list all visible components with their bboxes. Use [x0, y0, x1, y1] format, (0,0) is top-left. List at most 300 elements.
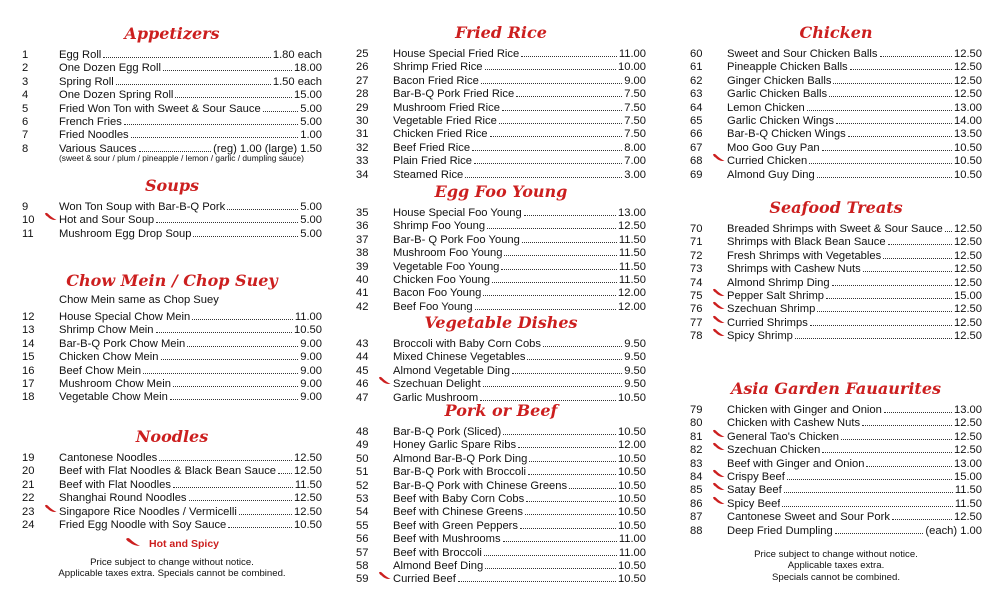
icon-spacer	[44, 99, 59, 112]
item-name: Curried Beef	[393, 573, 456, 586]
item-price: 12.00	[618, 439, 646, 452]
item-price: 9.00	[300, 377, 322, 390]
item-name: House Special Fried Rice	[393, 48, 520, 60]
item-price: 10.50	[618, 466, 646, 479]
item-name: Beef Foo Young	[393, 300, 473, 313]
item-number: 66	[690, 128, 703, 141]
item-number: 81	[690, 430, 703, 443]
item-price: 13.00	[954, 457, 982, 470]
item-number: 79	[690, 404, 703, 416]
item-price: 8.00	[624, 141, 646, 154]
item-number: 37	[356, 233, 369, 246]
item-number: 64	[690, 101, 703, 114]
item-number: 20	[22, 465, 35, 478]
item-price: 10.50	[618, 506, 646, 519]
dot-leader	[465, 177, 622, 178]
item-number: 16	[22, 364, 35, 377]
item-number: 33	[356, 155, 369, 168]
item-number: 32	[356, 141, 369, 154]
icon-spacer	[44, 475, 59, 488]
dot-leader	[795, 338, 952, 339]
item-name: Mushroom Egg Drop Soup	[59, 227, 192, 240]
item-price: 1.50 each	[272, 75, 322, 88]
icon-spacer	[712, 98, 727, 111]
dot-leader	[807, 110, 952, 111]
item-price: 12.50	[954, 303, 982, 316]
item-number: 74	[690, 276, 703, 289]
item-price: 9.00	[300, 351, 322, 364]
item-price: 13.00	[618, 207, 646, 219]
item-name: Lemon Chicken	[727, 101, 805, 114]
chili-pepper-icon	[712, 286, 727, 299]
item-name: Beef with Flat Noodles & Black Bean Sauce	[59, 465, 277, 478]
icon-spacer	[44, 347, 59, 360]
dot-leader	[516, 96, 622, 97]
chili-pepper-icon	[712, 299, 727, 312]
item-number: 38	[356, 247, 369, 260]
icon-spacer	[712, 219, 727, 232]
item-number: 45	[356, 364, 369, 377]
item-number: 34	[356, 168, 369, 181]
dot-leader	[475, 309, 616, 310]
item-price: 12.50	[954, 223, 982, 235]
item-name: Bar-B-Q Pork (Sliced)	[393, 426, 502, 438]
item-name: Fried Won Ton with Sweet & Sour Sauce	[59, 102, 261, 115]
item-name: Shrimp Fried Rice	[393, 61, 483, 74]
item-name: Mixed Chinese Vegetables	[393, 351, 526, 364]
item-name: Beef with Mushrooms	[393, 533, 501, 546]
dot-leader	[528, 474, 616, 475]
icon-spacer	[378, 165, 393, 178]
section-title: Vegetable Dishes	[424, 313, 578, 332]
section-subtitle: Chow Mein same as Chop Suey	[59, 294, 219, 306]
item-price: 3.00	[624, 168, 646, 181]
item-name: Various Sauces	[59, 142, 137, 155]
dot-leader	[569, 488, 616, 489]
icon-spacer	[44, 125, 59, 138]
icon-spacer	[44, 72, 59, 85]
item-price: 11.00	[618, 48, 646, 60]
item-name: Ginger Chicken Balls	[727, 74, 832, 87]
chili-pepper-icon	[44, 502, 59, 515]
item-number: 39	[356, 260, 369, 273]
item-price: 9.00	[300, 364, 322, 377]
section-seafood-treats	[690, 197, 982, 343]
item-price: 11.00	[618, 533, 646, 546]
dot-leader	[170, 399, 298, 400]
dot-leader	[782, 506, 952, 507]
item-name: Mushroom Fried Rice	[393, 101, 500, 114]
item-number: 7	[22, 129, 29, 142]
icon-spacer	[378, 297, 393, 310]
icon-spacer	[44, 112, 59, 125]
dot-leader	[822, 150, 952, 151]
item-price: 11.50	[294, 478, 322, 491]
item-number: 44	[356, 351, 369, 364]
section-title: Soups	[144, 176, 200, 195]
item-number: 63	[690, 88, 703, 101]
item-price: 10.50	[618, 492, 646, 505]
item-name: One Dozen Egg Roll	[59, 62, 161, 75]
item-price: 12.00	[618, 300, 646, 313]
section-noodles	[22, 426, 322, 531]
icon-spacer	[378, 422, 393, 435]
dot-leader	[848, 136, 952, 137]
dot-leader	[503, 434, 616, 435]
icon-spacer	[44, 461, 59, 474]
item-name: Beef with Green Peppers	[393, 519, 518, 532]
icon-spacer	[712, 232, 727, 245]
item-number: 22	[22, 492, 35, 505]
dot-leader	[504, 255, 616, 256]
icon-spacer	[712, 507, 727, 520]
item-list	[22, 307, 322, 404]
icon-spacer	[378, 44, 393, 57]
item-number: 72	[690, 249, 703, 262]
dot-leader	[866, 466, 952, 467]
dot-leader	[543, 346, 622, 347]
item-name: Shrimp Foo Young	[393, 220, 486, 233]
chili-pepper-icon	[44, 210, 59, 223]
item-number: 13	[22, 324, 35, 337]
item-price: 11.50	[618, 260, 646, 273]
dot-leader	[159, 460, 292, 461]
item-name: Curried Chicken	[727, 155, 808, 168]
item-price: 9.00	[300, 337, 322, 350]
icon-spacer	[378, 347, 393, 360]
icon-spacer	[378, 57, 393, 70]
dot-leader	[481, 83, 622, 84]
item-price: 11.50	[618, 247, 646, 260]
chili-pepper-icon	[712, 326, 727, 339]
item-list	[356, 422, 646, 586]
dot-leader	[525, 514, 616, 515]
item-price: 12.50	[954, 263, 982, 276]
item-number: 18	[22, 391, 35, 404]
item-price: 12.50	[954, 88, 982, 101]
icon-spacer	[712, 57, 727, 70]
dot-leader	[484, 555, 617, 556]
item-name: Bar-B-Q Pork Fried Rice	[393, 88, 515, 101]
item-price: 1.00	[300, 129, 322, 142]
icon-spacer	[44, 139, 59, 152]
item-number: 29	[356, 101, 369, 114]
icon-spacer	[712, 259, 727, 272]
item-name: Chicken Chow Mein	[59, 351, 159, 364]
section-title: Seafood Treats	[769, 198, 903, 217]
dot-leader	[490, 136, 623, 137]
item-number: 28	[356, 88, 369, 101]
dot-leader	[884, 412, 952, 413]
icon-spacer	[378, 138, 393, 151]
item-number: 1	[22, 49, 29, 61]
item-price: 10.50	[618, 559, 646, 572]
item-number: 82	[690, 444, 703, 457]
item-price: 11.50	[954, 497, 982, 510]
item-price: 10.50	[954, 155, 982, 168]
section-chow-mein	[22, 270, 322, 404]
item-name: Honey Garlic Spare Ribs	[393, 439, 517, 452]
item-price: 9.00	[624, 74, 646, 87]
item-price: 12.50	[954, 417, 982, 430]
icon-spacer	[712, 521, 727, 534]
dot-leader	[521, 56, 617, 57]
dot-leader	[485, 568, 616, 569]
item-number: 85	[690, 484, 703, 497]
dot-leader	[492, 282, 617, 283]
icon-spacer	[44, 224, 59, 237]
item-price: 12.50	[954, 276, 982, 289]
item-price: 10.50	[294, 518, 322, 531]
dot-leader	[173, 386, 298, 387]
item-name: Shrimp Chow Mein	[59, 324, 154, 337]
item-list	[356, 203, 646, 313]
item-number: 67	[690, 141, 703, 154]
chili-pepper-icon	[712, 313, 727, 326]
dot-leader	[116, 84, 271, 85]
chili-pepper-icon	[125, 537, 141, 550]
item-number: 15	[22, 351, 35, 364]
menu-item	[690, 400, 982, 416]
dot-leader	[826, 298, 952, 299]
item-number: 3	[22, 75, 29, 88]
icon-spacer	[44, 45, 59, 58]
dot-leader	[193, 236, 298, 237]
item-list	[22, 197, 322, 240]
item-number: 84	[690, 470, 703, 483]
item-number: 46	[356, 378, 369, 391]
menu-item	[22, 448, 322, 464]
dot-leader	[822, 452, 952, 453]
item-list	[690, 219, 982, 343]
item-number: 12	[22, 311, 35, 323]
item-price: 9.50	[624, 338, 646, 350]
dot-leader	[522, 242, 617, 243]
menu-item	[356, 422, 646, 438]
item-number: 4	[22, 89, 29, 102]
icon-spacer	[44, 361, 59, 374]
dot-leader	[483, 386, 623, 387]
item-price: 18.00	[294, 62, 322, 75]
icon-spacer	[44, 320, 59, 333]
item-number: 61	[690, 61, 703, 74]
dot-leader	[529, 461, 616, 462]
item-price: 15.00	[954, 470, 982, 483]
dot-leader	[228, 527, 292, 528]
item-number: 2	[22, 62, 29, 75]
item-price: 12.50	[618, 220, 646, 233]
item-number: 51	[356, 466, 369, 479]
icon-spacer	[378, 502, 393, 515]
item-name: Garlic Chicken Balls	[727, 88, 828, 101]
item-name: Steamed Rice	[393, 168, 464, 181]
item-name: Fried Egg Noodle with Soy Sauce	[59, 518, 227, 531]
item-name: Bar-B-Q Pork Chow Mein	[59, 337, 186, 350]
item-price: 1.80 each	[272, 49, 322, 61]
item-name: Shanghai Round Noodles	[59, 492, 187, 505]
item-number: 50	[356, 452, 369, 465]
chili-pepper-icon	[712, 467, 727, 480]
dot-leader	[892, 519, 952, 520]
section-soups	[22, 175, 322, 240]
chili-pepper-icon	[712, 480, 727, 493]
item-name: House Special Chow Mein	[59, 311, 191, 323]
dot-leader	[143, 373, 298, 374]
footer-line: Specials cannot be combined.	[772, 571, 900, 583]
section-title: Fried Rice	[455, 23, 547, 42]
item-name: Chicken Fried Rice	[393, 128, 488, 141]
icon-spacer	[378, 111, 393, 124]
item-name: Beef with Ginger and Onion	[727, 457, 865, 470]
dot-leader	[526, 501, 616, 502]
chili-pepper-icon	[712, 494, 727, 507]
item-price: 5.00	[300, 214, 322, 227]
icon-spacer	[378, 98, 393, 111]
menu-item	[22, 307, 322, 323]
section-egg-foo-young	[356, 181, 646, 313]
item-number: 68	[690, 155, 703, 168]
item-name: Plain Fried Rice	[393, 155, 472, 168]
item-name: Szechuan Delight	[393, 378, 481, 391]
dot-leader	[173, 487, 293, 488]
item-price: 11.50	[618, 273, 646, 286]
item-price: 12.50	[294, 505, 322, 518]
dot-leader	[124, 124, 298, 125]
section-asia-garden-favourites	[690, 378, 982, 537]
icon-spacer	[44, 307, 59, 320]
item-number: 49	[356, 439, 369, 452]
item-price: 14.00	[954, 114, 982, 127]
dot-leader	[103, 57, 271, 58]
footer-line: Applicable taxes extra.	[787, 560, 885, 572]
item-name: Szechuan Chicken	[727, 444, 821, 457]
item-name: Curried Shrimps	[727, 316, 808, 329]
item-price: 7.50	[624, 101, 646, 114]
item-price: 10.50	[294, 324, 322, 337]
item-price: 7.50	[624, 128, 646, 141]
dot-leader	[239, 514, 292, 515]
item-number: 83	[690, 457, 703, 470]
section-title: Pork or Beef	[444, 401, 558, 420]
item-number: 21	[22, 478, 35, 491]
dot-leader	[512, 373, 622, 374]
icon-spacer	[378, 203, 393, 216]
icon-spacer	[712, 454, 727, 467]
dot-leader	[520, 528, 616, 529]
dot-leader	[829, 96, 952, 97]
item-number: 57	[356, 546, 369, 559]
item-number: 65	[690, 114, 703, 127]
item-name: Moo Goo Guy Pan	[727, 141, 820, 154]
item-name: Satay Beef	[727, 484, 782, 497]
item-name: Fresh Shrimps with Vegetables	[727, 249, 882, 262]
item-number: 59	[356, 573, 369, 586]
item-name: Spicy Beef	[727, 497, 781, 510]
dot-leader	[499, 123, 622, 124]
icon-spacer	[712, 111, 727, 124]
menu-item	[22, 45, 322, 61]
section-title: Asia Garden Fauaurites	[730, 379, 942, 398]
menu-item	[356, 44, 646, 60]
item-number: 88	[690, 524, 703, 537]
item-name: Breaded Shrimps with Sweet & Sour Sauce	[727, 223, 943, 235]
menu-item	[22, 197, 322, 213]
item-name: Almond Bar-B-Q Pork Ding	[393, 452, 528, 465]
item-price: 12.50	[294, 465, 322, 478]
item-name: Mushroom Chow Mein	[59, 377, 171, 390]
item-number: 52	[356, 479, 369, 492]
price-notice	[690, 549, 982, 583]
dot-leader	[833, 83, 952, 84]
item-number: 23	[22, 505, 35, 518]
item-price: 11.50	[954, 484, 982, 497]
item-name: Shrimps with Black Bean Sauce	[727, 236, 886, 249]
item-name: Fried Noodles	[59, 129, 129, 142]
icon-spacer	[712, 124, 727, 137]
section-title: Chow Mein / Chop Suey	[66, 271, 278, 290]
item-price: 12.00	[618, 287, 646, 300]
item-number: 53	[356, 492, 369, 505]
item-number: 48	[356, 426, 369, 438]
item-price: 12.50	[294, 492, 322, 505]
item-name: Beef with Broccoli	[393, 546, 482, 559]
item-price: 10.50	[618, 426, 646, 438]
item-name: Egg Roll	[59, 49, 102, 61]
icon-spacer	[44, 374, 59, 387]
icon-spacer	[44, 448, 59, 461]
dot-leader	[474, 163, 622, 164]
dot-leader	[945, 231, 952, 232]
item-name: Pineapple Chicken Balls	[727, 61, 848, 74]
section-title: Egg Foo Young	[434, 182, 568, 201]
icon-spacer	[712, 413, 727, 426]
dot-leader	[809, 163, 952, 164]
dot-leader	[524, 215, 616, 216]
icon-spacer	[712, 165, 727, 178]
item-number: 11	[22, 227, 34, 240]
item-name: Chicken with Cashew Nuts	[727, 417, 861, 430]
icon-spacer	[712, 138, 727, 151]
icon-spacer	[712, 246, 727, 259]
item-price: 10.50	[954, 168, 982, 181]
icon-spacer	[378, 151, 393, 164]
icon-spacer	[712, 84, 727, 97]
section-chicken	[690, 22, 982, 181]
dot-leader	[784, 492, 953, 493]
item-name: Garlic Mushroom	[393, 391, 479, 404]
dot-leader	[192, 319, 293, 320]
item-number: 9	[22, 201, 29, 213]
icon-spacer	[378, 543, 393, 556]
item-price: 9.50	[624, 364, 646, 377]
chili-pepper-icon	[712, 440, 727, 453]
item-name: French Fries	[59, 115, 122, 128]
item-price: 12.50	[954, 430, 982, 443]
icon-spacer	[378, 529, 393, 542]
item-number: 41	[356, 287, 369, 300]
icon-spacer	[44, 197, 59, 210]
icon-spacer	[44, 58, 59, 71]
item-price: 12.50	[954, 330, 982, 343]
dot-leader	[836, 123, 952, 124]
icon-spacer	[378, 449, 393, 462]
item-name: Crispy Beef	[727, 470, 785, 483]
menu-item	[690, 44, 982, 60]
item-number: 36	[356, 220, 369, 233]
item-list	[22, 45, 322, 155]
item-number: 58	[356, 559, 369, 572]
item-price: 5.00	[300, 115, 322, 128]
